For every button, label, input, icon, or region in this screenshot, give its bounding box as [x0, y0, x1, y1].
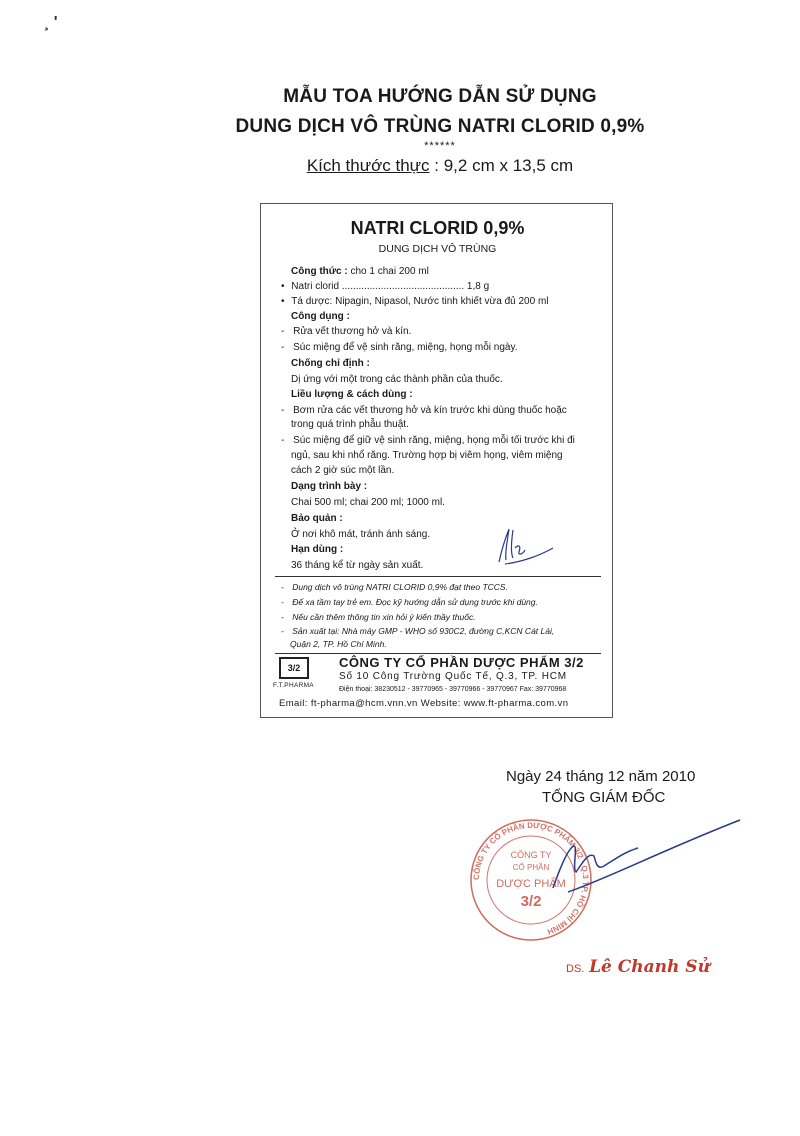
- svg-text:DƯỢC PHẨM: DƯỢC PHẨM: [496, 878, 566, 890]
- ingredient-item: [281, 281, 489, 293]
- note-text: Nếu cần thêm thông tin xin hỏi ý kiến thầy thuốc.: [292, 612, 476, 622]
- document-title-line2: DUNG DỊCH VÔ TRÙNG NATRI CLORID 0,9%: [235, 116, 645, 137]
- dosage-text: Bơm rửa các vết thương hở và kín trước khi dùng thuốc hoặc: [293, 405, 567, 416]
- note-item: [281, 597, 538, 608]
- leaflet-subtitle: DUNG DỊCH VÔ TRÙNG: [378, 243, 497, 255]
- dosage-label: Liều lượng & cách dùng :: [291, 389, 413, 400]
- dash: -: [281, 435, 285, 446]
- document-title-line1: MẪU TOA HƯỚNG DẪN SỬ DỤNG: [283, 86, 597, 107]
- leaflet-title: NATRI CLORID 0,9%: [350, 218, 525, 238]
- note-text-cont: Quận 2, TP. Hồ Chí Minh.: [290, 639, 387, 649]
- form-text: Chai 500 ml; chai 200 ml; 1000 ml.: [291, 497, 445, 508]
- company-address: Số 10 Công Trường Quốc Tế, Q.3, TP. HCM: [339, 671, 567, 682]
- signature-date: Ngày 24 tháng 12 năm 2010: [506, 768, 696, 785]
- size-value: : 9,2 cm x 13,5 cm: [434, 156, 574, 175]
- form-label: Dạng trình bày :: [291, 481, 368, 492]
- note-text: Sản xuất tại: Nhà máy GMP - WHO số 930C2, đường C,KCN Cát Lái,: [292, 626, 555, 636]
- dosage-item: [281, 435, 575, 447]
- size-label: Kích thước thực: [306, 156, 430, 175]
- bullet: •: [281, 281, 285, 292]
- contraindication-label: Chống chỉ định :: [291, 358, 370, 369]
- signer-prefix: DS.: [566, 963, 585, 975]
- section-divider: [275, 576, 601, 577]
- company-phone: Điện thoại: 38230512 - 39770965 - 39770966 - 39770967 Fax: 39770968: [339, 686, 567, 693]
- ingredient-item: [281, 296, 549, 308]
- ingredient-text: Tá dược: Nipagin, Nipasol, Nước tinh khiết vừa đủ 200 ml: [291, 296, 549, 307]
- logo-caption: F.T.PHARMA: [273, 682, 314, 689]
- note-text: Dung dịch vô trùng NATRI CLORID 0,9% đạt theo TCCS.: [292, 582, 508, 592]
- actual-size-line: [0, 156, 800, 176]
- svg-text:CỔ PHẦN: CỔ PHẦN: [512, 863, 550, 872]
- expiry-text: 36 tháng kể từ ngày sản xuất.: [291, 560, 424, 571]
- dosage-text-cont: cách 2 giờ súc một lần.: [291, 465, 395, 476]
- title-stars: ******: [424, 140, 456, 152]
- storage-label: Bảo quản :: [291, 513, 343, 524]
- section-divider: [275, 653, 601, 654]
- dash: -: [281, 405, 285, 416]
- dosage-item: [281, 405, 567, 417]
- note-item: [281, 626, 554, 637]
- uses-text: Rửa vết thương hở và kín.: [293, 326, 412, 337]
- signer-name-line: [566, 957, 710, 977]
- signer-name: Lê Chanh Sử: [589, 957, 710, 977]
- storage-text: Ở nơi khô mát, tránh ánh sáng.: [291, 529, 431, 540]
- company-logo-icon: [279, 657, 309, 679]
- svg-text:CÔNG TY: CÔNG TY: [510, 850, 552, 860]
- svg-text:CÔNG TY CỔ PHẦN DƯỢC PHẨM 3/2: CÔNG TY CỔ PHẦN DƯỢC PHẨM 3/2 · Q.3 TP. HỒ CHÍ MINH: [471, 820, 591, 937]
- formula-label: Công thức :: [291, 266, 348, 277]
- leaflet-box: [260, 203, 613, 718]
- dash: -: [281, 582, 284, 592]
- ingredient-text: Natri clorid ............................................ 1,8 g: [291, 281, 490, 292]
- dosage-text-cont: ngủ, sau khi nhổ răng. Trường hợp bị viêm họng, viêm miệng: [291, 450, 563, 461]
- contraindication-text: Dị ứng với một trong các thành phần của thuốc.: [291, 374, 503, 385]
- formula-line: [291, 266, 429, 278]
- bullet: •: [281, 296, 285, 307]
- svg-text:3/2: 3/2: [520, 893, 542, 910]
- company-name: CÔNG TY CỔ PHẦN DƯỢC PHẨM 3/2: [339, 655, 584, 670]
- note-item: [281, 612, 476, 623]
- dash: -: [281, 597, 284, 607]
- corner-mark: ¸ ': [44, 14, 58, 31]
- note-text: Để xa tầm tay trẻ em. Đọc kỹ hướng dẫn sử dụng trước khi dùng.: [292, 597, 538, 607]
- uses-text: Súc miệng để vệ sinh răng, miệng, họng mỗi ngày.: [293, 342, 518, 353]
- uses-item: [281, 326, 411, 338]
- company-stamp: [448, 808, 748, 958]
- dash: -: [281, 612, 284, 622]
- expiry-label: Hạn dùng :: [291, 544, 344, 555]
- leaflet-initials-signature: [491, 524, 561, 569]
- company-contact: Email: ft-pharma@hcm.vnn.vn Website: www.ft-pharma.com.vn: [279, 698, 569, 709]
- dash: -: [281, 626, 284, 636]
- uses-item: [281, 342, 518, 354]
- dosage-text-cont: trong quá trình phẫu thuật.: [291, 419, 409, 430]
- logo-text: 3/2: [287, 663, 301, 673]
- dash: -: [281, 326, 285, 337]
- note-item: [281, 582, 508, 593]
- dosage-text: Súc miệng để giữ vệ sinh răng, miệng, họng mỗi tối trước khi đi: [293, 435, 575, 446]
- director-title: TỔNG GIÁM ĐỐC: [542, 789, 666, 806]
- dash: -: [281, 342, 285, 353]
- formula-text: cho 1 chai 200 ml: [350, 266, 429, 277]
- uses-label: Công dụng :: [291, 311, 350, 322]
